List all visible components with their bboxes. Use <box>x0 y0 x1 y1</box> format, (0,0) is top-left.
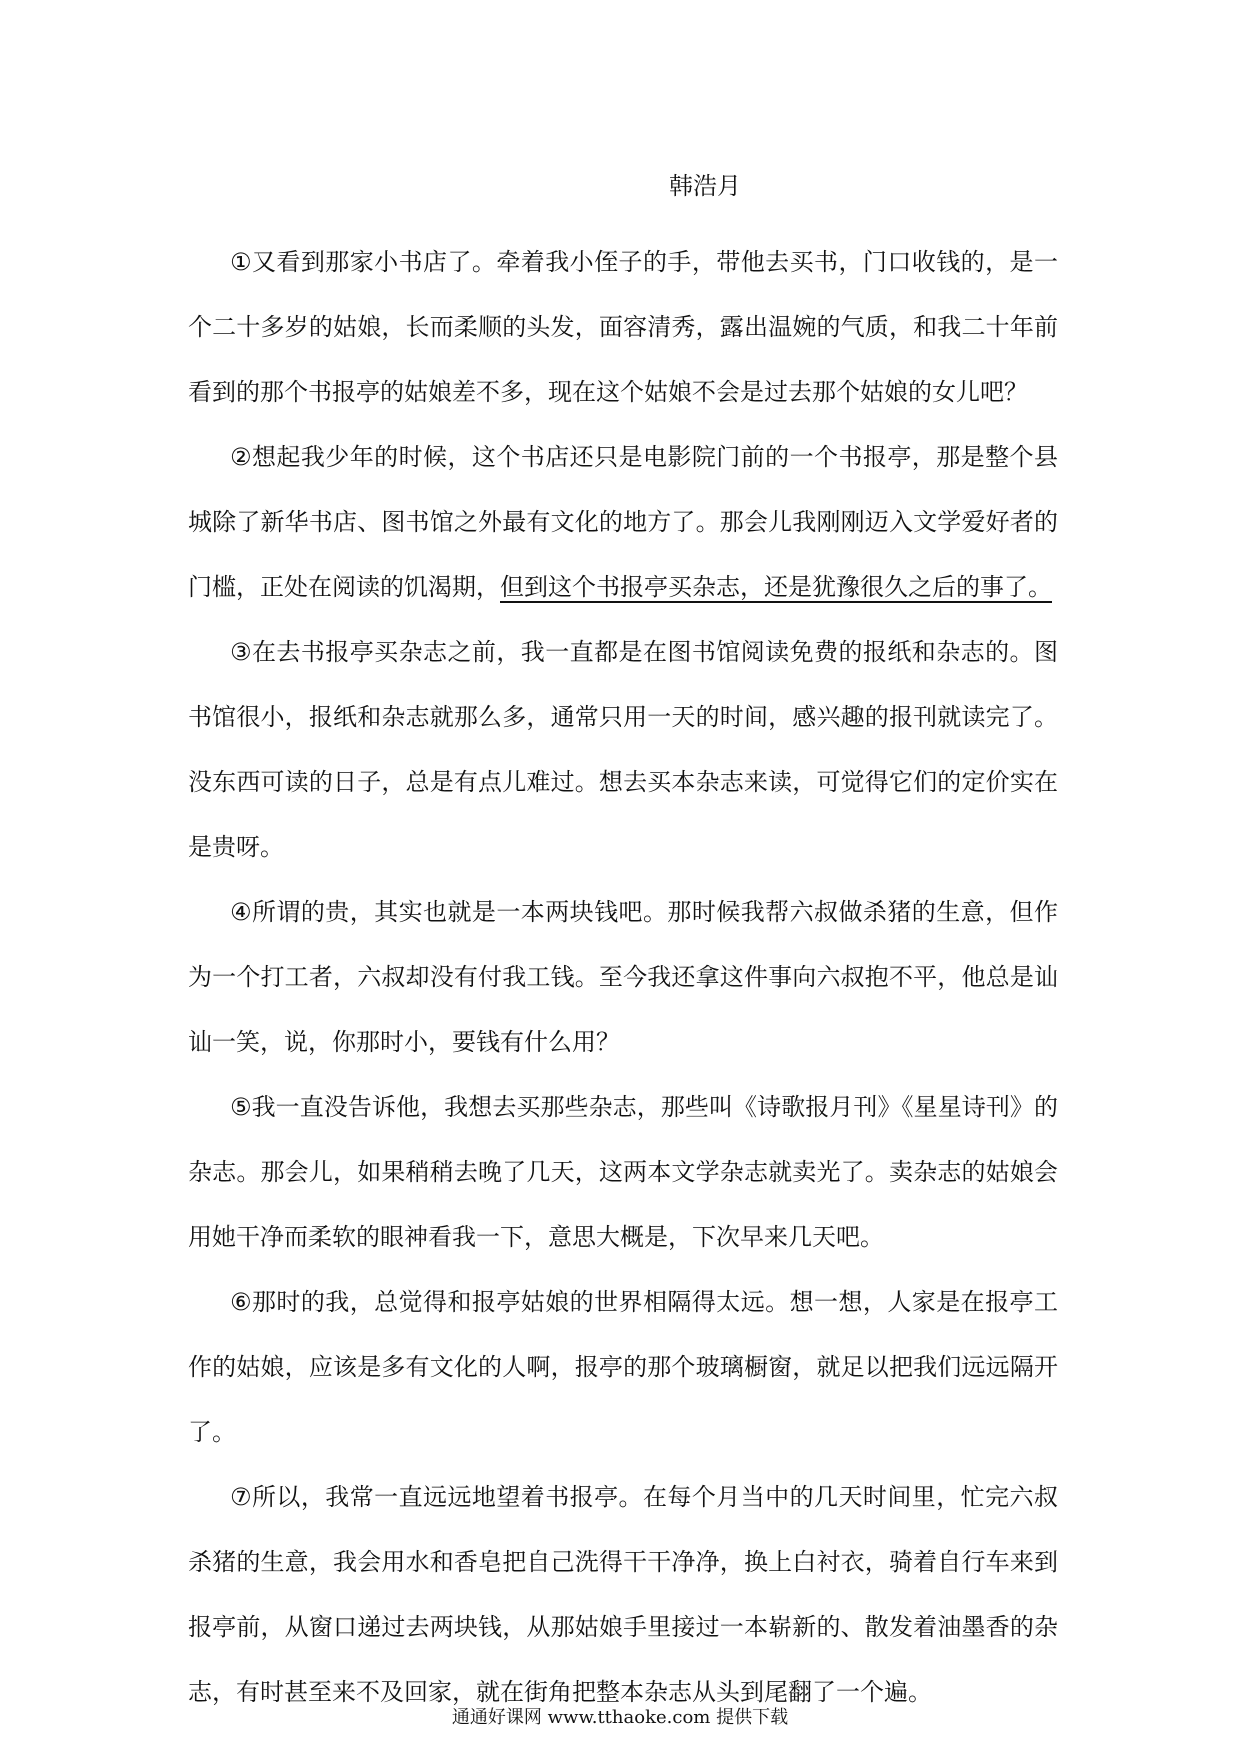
paragraph-2-text: ②想起我少年的时候，这个书店还只是电影院门前的一个书报亭，那是整个县城除了新华书店、图书馆之外最有文化的地方了。那会儿我刚刚迈入文学爱好者的门槛，正处在阅读的饥渴期， <box>188 443 1058 601</box>
author-name: 韩浩月 <box>669 172 741 200</box>
paragraph-6-text: ⑥那时的我，总觉得和报亭姑娘的世界相隔得太远。想一想，人家是在报亭工作的姑娘，应该是多有文化的人啊，报亭的那个玻璃橱窗，就足以把我们远远隔开了。 <box>188 1288 1058 1446</box>
paragraph-2 <box>188 425 1058 620</box>
paragraph-1-text: ①又看到那家小书店了。牵着我小侄子的手，带他去买书，门口收钱的，是一个二十多岁的姑娘，长而柔顺的头发，面容清秀，露出温婉的气质，和我二十年前看到的那个书报亭的姑娘差不多，现在这个姑娘不会是过去那个姑娘的女儿吧？ <box>188 248 1058 406</box>
paragraph-5 <box>188 1075 1058 1270</box>
paragraph-3 <box>188 620 1058 880</box>
paragraph-4-text: ④所谓的贵，其实也就是一本两块钱吧。那时候我帮六叔做杀猪的生意，但作为一个打工者，六叔却没有付我工钱。至今我还拿这件事向六叔抱不平，他总是讪讪一笑，说，你那时小，要钱有什么用？ <box>188 898 1058 1056</box>
paragraph-7-text: ⑦所以，我常一直远远地望着书报亭。在每个月当中的几天时间里，忙完六叔杀猪的生意，我会用水和香皂把自己洗得干干净净，换上白衬衣，骑着自行车来到报亭前，从窗口递过去两块钱，从那姑娘手里接过一本崭新的、散发着油墨香的杂志，有时甚至来不及回家，就在街角把整本杂志从头到尾翻了一个遍。 <box>188 1483 1058 1706</box>
article-body <box>188 230 1058 1725</box>
paragraph-7 <box>188 1465 1058 1725</box>
paragraph-5-text: ⑤我一直没告诉他，我想去买那些杂志，那些叫《诗歌报月刊》《星星诗刊》的杂志。那会儿，如果稍稍去晚了几天，这两本文学杂志就卖光了。卖杂志的姑娘会用她干净而柔软的眼神看我一下，意思大概是，下次早来几天吧。 <box>188 1093 1058 1251</box>
paragraph-1 <box>188 230 1058 425</box>
paragraph-2-underlined-sentence: 但到这个书报亭买杂志，还是犹豫很久之后的事了。 <box>500 573 1052 601</box>
footer-download-note: 通通好课网 www.tthaoke.com 提供下载 <box>451 1707 789 1728</box>
paragraph-3-text: ③在去书报亭买杂志之前，我一直都是在图书馆阅读免费的报纸和杂志的。图书馆很小，报纸和杂志就那么多，通常只用一天的时间，感兴趣的报刊就读完了。没东西可读的日子，总是有点儿难过。想去买本杂志来读，可觉得它们的定价实在是贵呀。 <box>188 638 1058 861</box>
paragraph-4 <box>188 880 1058 1075</box>
paragraph-6 <box>188 1270 1058 1465</box>
